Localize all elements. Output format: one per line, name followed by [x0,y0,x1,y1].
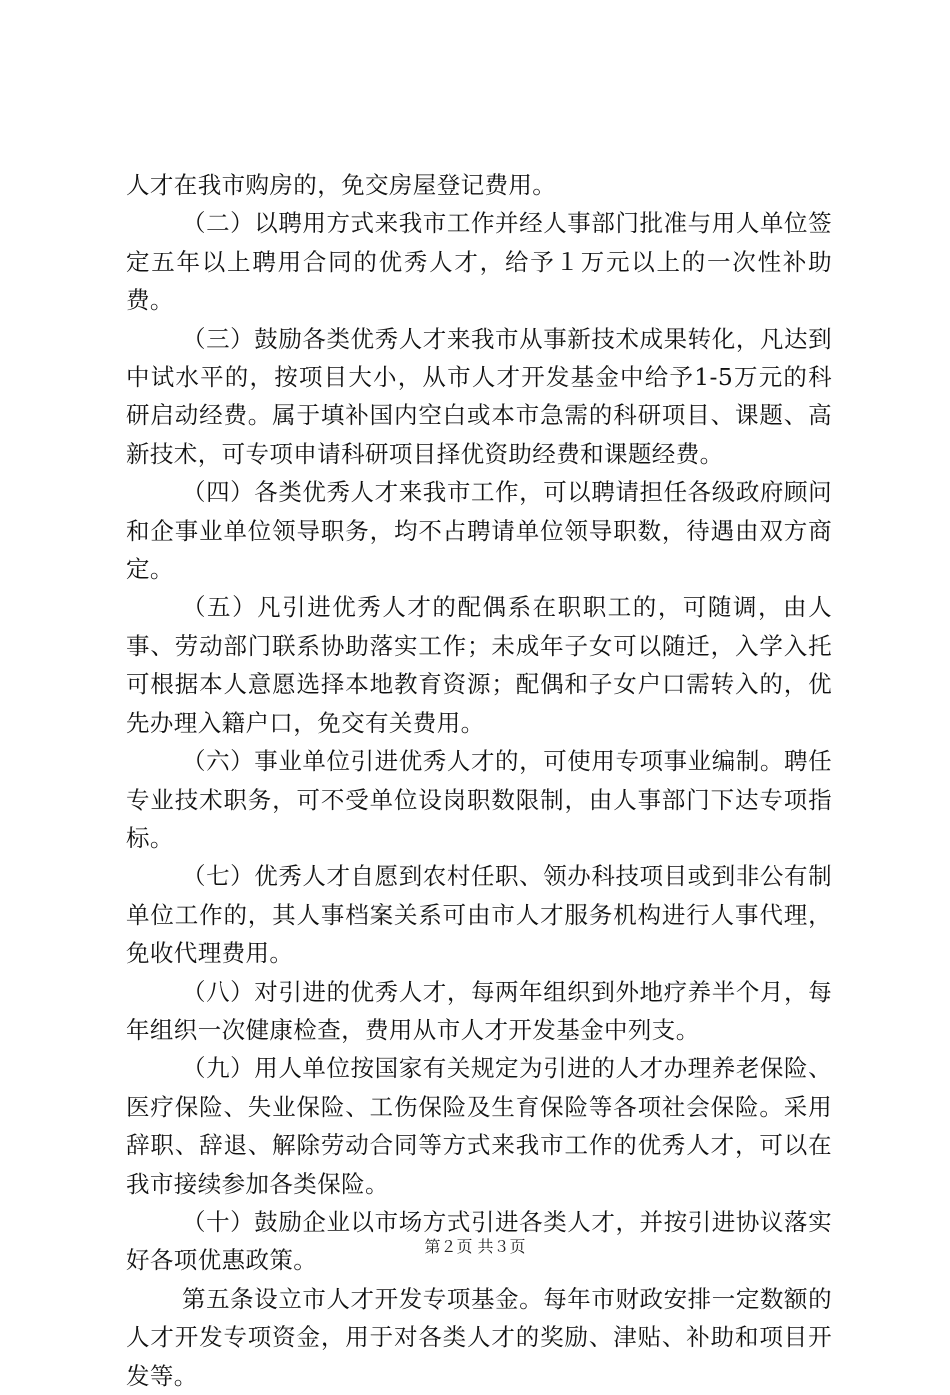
paragraph-item-10: （十）鼓励企业以市场方式引进各类人才，并按引进协议落实好各项优惠政策。 [126,1207,832,1275]
page-number-footer: 第２页 共３页 [424,1237,526,1256]
paragraph-continuation: 人才在我市购房的，免交房屋登记费用。 [126,171,557,199]
paragraph-item-5: （五）凡引进优秀人才的配偶系在职职工的，可随调，由人事、劳动部门联系协助落实工作；未成年子女可以随迁，入学入托可根据本人意愿选择本地教育资源；配偶和子女户口需转入的，优先办理入籍户口，免交有关费用。 [126,593,832,737]
document-body [126,166,832,1395]
paragraph-item-6: （六）事业单位引进优秀人才的，可使用专项事业编制。聘任专业技术职务，可不受单位设岗职数限制，由人事部门下达专项指标。 [126,747,832,852]
paragraph-article-5: 第五条设立市人才开发专项基金。每年市财政安排一定数额的人才开发专项资金，用于对各类人才的奖励、津贴、补助和项目开发等。 [126,1284,832,1390]
paragraph-item-8: （八）对引进的优秀人才，每两年组织到外地疗养半个月，每年组织一次健康检查，费用从市人才开发基金中列支。 [126,977,832,1044]
paragraph-item-4: （四）各类优秀人才来我市工作，可以聘请担任各级政府顾问和企事业单位领导职务，均不占聘请单位领导职数，待遇由双方商定。 [126,478,832,584]
paragraph-item-3: （三）鼓励各类优秀人才来我市从事新技术成果转化，凡达到中试水平的，按项目大小，从市人才开发基金中给予1-5万元的科研启动经费。属于填补国内空白或本市急需的科研项目、课题、高新技术，可专项申请科研项目择优资助经费和课题经费。 [126,324,832,468]
paragraph-item-7: （七）优秀人才自愿到农村任职、领办科技项目或到非公有制单位工作的，其人事档案关系可由市人才服务机构进行人事代理，免收代理费用。 [126,862,832,968]
paragraph-item-2: （二）以聘用方式来我市工作并经人事部门批准与用人单位签定五年以上聘用合同的优秀人才，给予１万元以上的一次性补助费。 [126,209,832,315]
paragraph-item-9: （九）用人单位按国家有关规定为引进的人才办理养老保险、医疗保险、失业保险、工伤保险及生育保险等各项社会保险。采用辞职、辞退、解除劳动合同等方式来我市工作的优秀人才，可以在我市接续参加各类保险。 [126,1054,832,1198]
